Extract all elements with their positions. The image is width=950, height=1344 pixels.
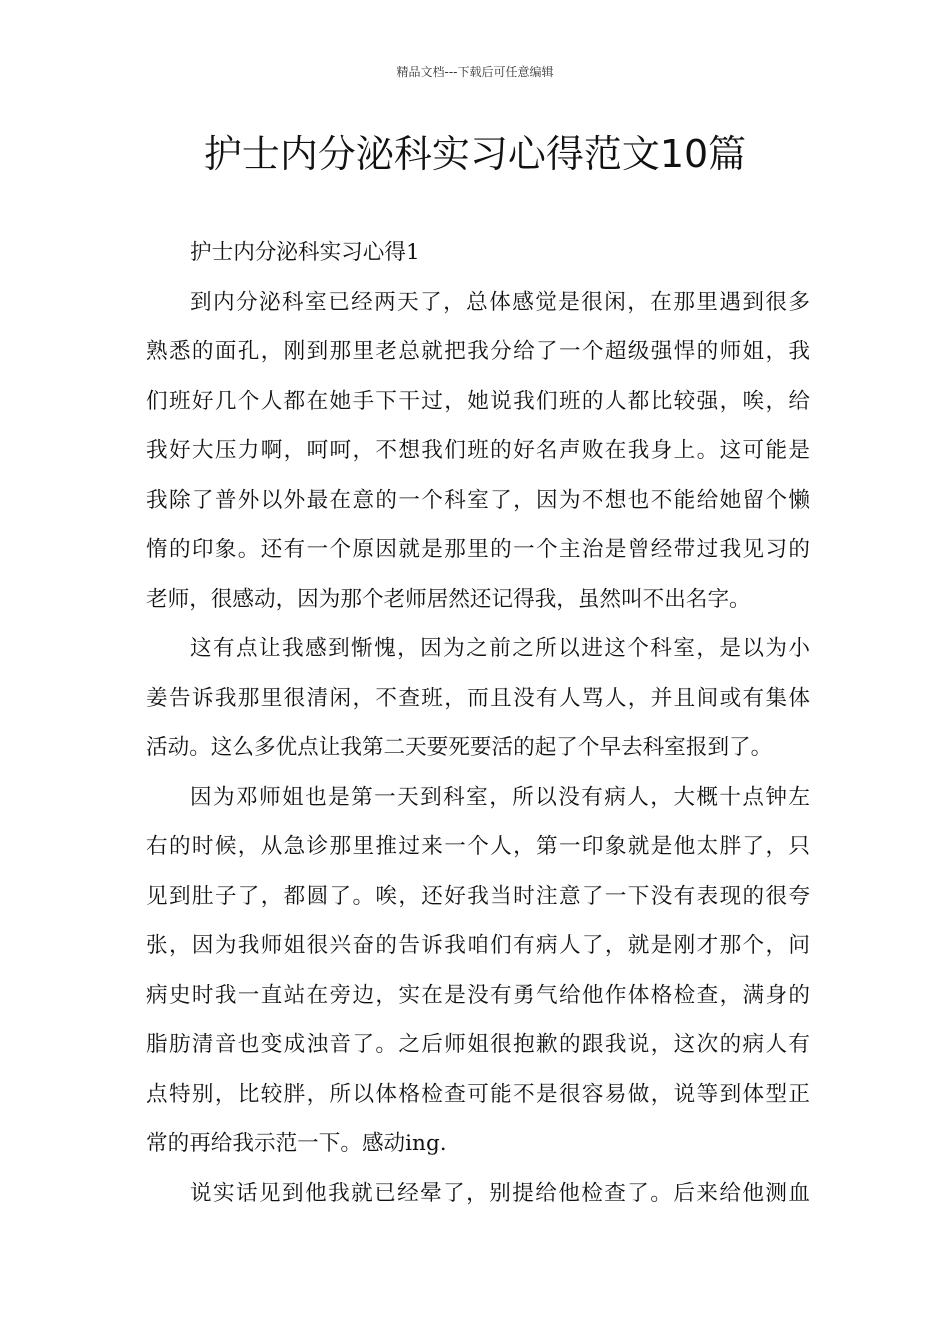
paragraph-line: 到内分泌科室已经两天了，总体感觉是很闲，在那里遇到很多	[190, 289, 810, 315]
paragraph-line: 因为邓师姐也是第一天到科室，所以没有病人，大概十点钟左	[190, 784, 810, 810]
paragraph-line: 熟悉的面孔，刚到那里老总就把我分给了一个超级强悍的师姐，我	[146, 339, 810, 364]
paragraph-line: 我好大压力啊，呵呵，不想我们班的好名声败在我身上。这可能是	[146, 438, 810, 463]
paragraph-line: 常的再给我示范一下。感动ing.	[146, 1131, 447, 1156]
section-heading: 护士内分泌科实习心得1	[190, 240, 420, 265]
paragraph-line: 见到肚子了，都圆了。唉，还好我当时注意了一下没有表现的很夸	[146, 883, 810, 909]
paragraph-line: 老师，很感动，因为那个老师居然还记得我，虽然叫不出名字。	[146, 586, 751, 612]
paragraph-line: 们班好几个人都在她手下干过，她说我们班的人都比较强，唉，给	[146, 388, 810, 414]
paragraph-line: 张，因为我师姐很兴奋的告诉我咱们有病人了，就是刚才那个，问	[146, 933, 810, 958]
document-title: 护士内分泌科实习心得范文10篇	[203, 132, 747, 176]
paragraph-line: 姜告诉我那里很清闲，不查班，而且没有人骂人，并且间或有集体	[146, 685, 810, 711]
header-note: 精品文档---下载后可任意编辑	[396, 65, 554, 79]
paragraph-line: 活动。这么多优点让我第二天要死要活的起了个早去科室报到了。	[146, 735, 773, 760]
paragraph-line: 病史时我一直站在旁边，实在是没有勇气给他作体格检查，满身的	[146, 982, 810, 1008]
paragraph-line: 说实话见到他我就已经晕了，别提给他检查了。后来给他测血	[190, 1180, 810, 1206]
paragraph-line: 这有点让我感到惭愧，因为之前之所以进这个科室，是以为小	[190, 636, 810, 661]
document-body	[146, 228, 810, 1218]
paragraph-line: 点特别，比较胖，所以体格检查可能不是很容易做，说等到体型正	[146, 1081, 810, 1107]
paragraph-line: 我除了普外以外最在意的一个科室了，因为不想也不能给她留个懒	[146, 487, 810, 513]
paragraph-line: 右的时候，从急诊那里推过来一个人，第一印象就是他太胖了，只	[146, 834, 810, 859]
paragraph-line: 惰的印象。还有一个原因就是那里的一个主治是曾经带过我见习的	[146, 537, 810, 562]
paragraph-line: 脂肪清音也变成浊音了。之后师姐很抱歉的跟我说，这次的病人有	[146, 1032, 810, 1057]
